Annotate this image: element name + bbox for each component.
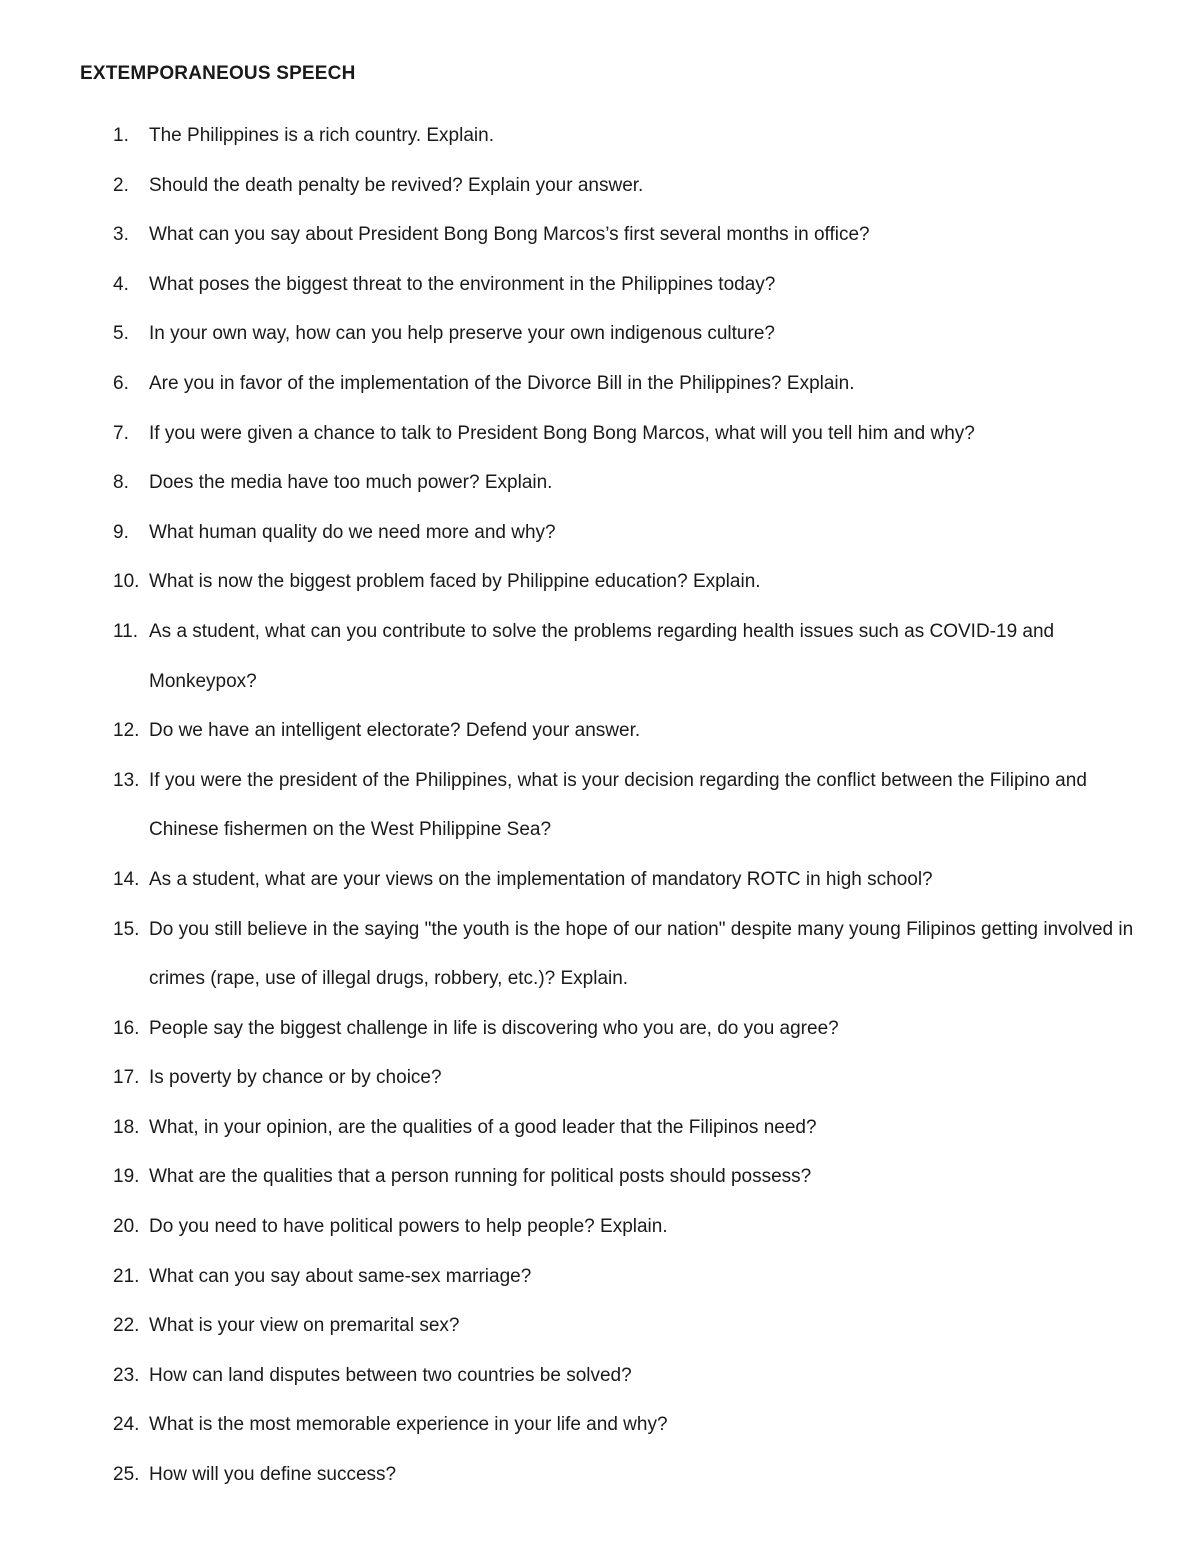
question-text: Do we have an intelligent electorate? Defend your answer.: [149, 720, 641, 742]
question-number: 2.: [113, 174, 129, 196]
question-number: 4.: [113, 273, 129, 295]
question-number: 21.: [113, 1265, 140, 1287]
question-text: What is now the biggest problem faced by Philippine education? Explain.: [149, 571, 761, 593]
question-text: Do you need to have political powers to help people? Explain.: [149, 1216, 668, 1238]
question-number: 1.: [113, 125, 129, 146]
question-number: 14.: [113, 868, 140, 890]
question-text: In your own way, how can you help preserve your own indigenous culture?: [149, 323, 775, 345]
question-number: 18.: [113, 1116, 140, 1138]
question-item: [0, 557, 1200, 607]
question-number: 7.: [113, 422, 129, 444]
question-number: 15.: [113, 918, 140, 940]
question-text: What are the qualities that a person running for political posts should possess?: [149, 1166, 812, 1188]
document-title: EXTEMPORANEOUS SPEECH: [80, 63, 356, 84]
question-item: [0, 756, 1200, 855]
question-text: What is your view on premarital sex?: [149, 1315, 460, 1337]
question-number: 11.: [113, 620, 139, 642]
question-item: [0, 458, 1200, 508]
question-item: [0, 855, 1200, 905]
question-item: [0, 1152, 1200, 1202]
question-text: Are you in favor of the implementation of the Divorce Bill in the Philippines? Explain.: [149, 372, 855, 394]
question-number: 17.: [113, 1067, 140, 1089]
question-item: [0, 1252, 1200, 1302]
question-number: 10.: [113, 571, 140, 593]
question-text: What can you say about same-sex marriage?: [149, 1265, 532, 1287]
question-number: 8.: [113, 472, 129, 494]
question-number: 9.: [113, 521, 129, 543]
question-number: 24.: [113, 1414, 140, 1436]
question-number: 12.: [113, 720, 140, 742]
question-item: [0, 1103, 1200, 1153]
question-number: 25.: [113, 1464, 140, 1486]
question-text: What, in your opinion, are the qualities of a good leader that the Filipinos need?: [149, 1116, 817, 1138]
question-item: [0, 1351, 1200, 1401]
question-item: [0, 508, 1200, 558]
question-item: [0, 409, 1200, 459]
question-item: [0, 1202, 1200, 1252]
question-number: 3.: [113, 224, 129, 246]
question-number: 20.: [113, 1216, 140, 1238]
question-text: What poses the biggest threat to the environment in the Philippines today?: [149, 273, 776, 295]
question-text: How will you define success?: [149, 1464, 397, 1486]
question-item: [0, 161, 1200, 211]
question-text: What human quality do we need more and why?: [149, 521, 556, 543]
question-text: As a student, what are your views on the implementation of mandatory ROTC in high school?: [149, 868, 933, 890]
question-text: The Philippines is a rich country. Explain.: [149, 125, 494, 146]
question-item: [0, 1053, 1200, 1103]
question-number: 16.: [113, 1017, 140, 1039]
question-list: [0, 111, 1200, 1500]
question-item: [0, 309, 1200, 359]
question-text: Is poverty by chance or by choice?: [149, 1067, 442, 1089]
question-number: 5.: [113, 323, 129, 345]
question-number: 23.: [113, 1364, 140, 1386]
question-text: What can you say about President Bong Bong Marcos’s first several months in office?: [149, 224, 870, 246]
question-item: [0, 1450, 1200, 1500]
question-item: [0, 359, 1200, 409]
question-item: [0, 607, 1200, 706]
question-text: Does the media have too much power? Explain.: [149, 472, 553, 494]
question-item: [0, 260, 1200, 310]
question-number: 22.: [113, 1315, 140, 1337]
question-item: [0, 1400, 1200, 1450]
question-text: As a student, what can you contribute to solve the problems regarding health issues such as COVID-19 and Monkeypox?: [149, 620, 1055, 692]
question-text: How can land disputes between two countries be solved?: [149, 1364, 632, 1386]
question-text: If you were given a chance to talk to President Bong Bong Marcos, what will you tell him and why?: [149, 422, 975, 444]
question-number: 6.: [113, 372, 129, 394]
question-text: Should the death penalty be revived? Explain your answer.: [149, 174, 644, 196]
question-number: 19.: [113, 1166, 140, 1188]
question-number: 13.: [113, 769, 140, 791]
question-text: What is the most memorable experience in your life and why?: [149, 1414, 668, 1436]
question-item: [0, 1004, 1200, 1054]
question-text: If you were the president of the Philippines, what is your decision regarding the conflict between the Filipino and Chinese fishermen on the West Philippine Sea?: [149, 769, 1087, 841]
question-item: [0, 706, 1200, 756]
question-text: People say the biggest challenge in life is discovering who you are, do you agree?: [149, 1017, 839, 1039]
question-text: Do you still believe in the saying "the youth is the hope of our nation" despite many young Filipinos getting involved in crimes (rape, use of illegal drugs, robbery, etc.)? Explain.: [149, 918, 1134, 990]
question-item: [0, 905, 1200, 1004]
question-item: [0, 1301, 1200, 1351]
question-item: [0, 111, 1200, 161]
question-item: [0, 210, 1200, 260]
